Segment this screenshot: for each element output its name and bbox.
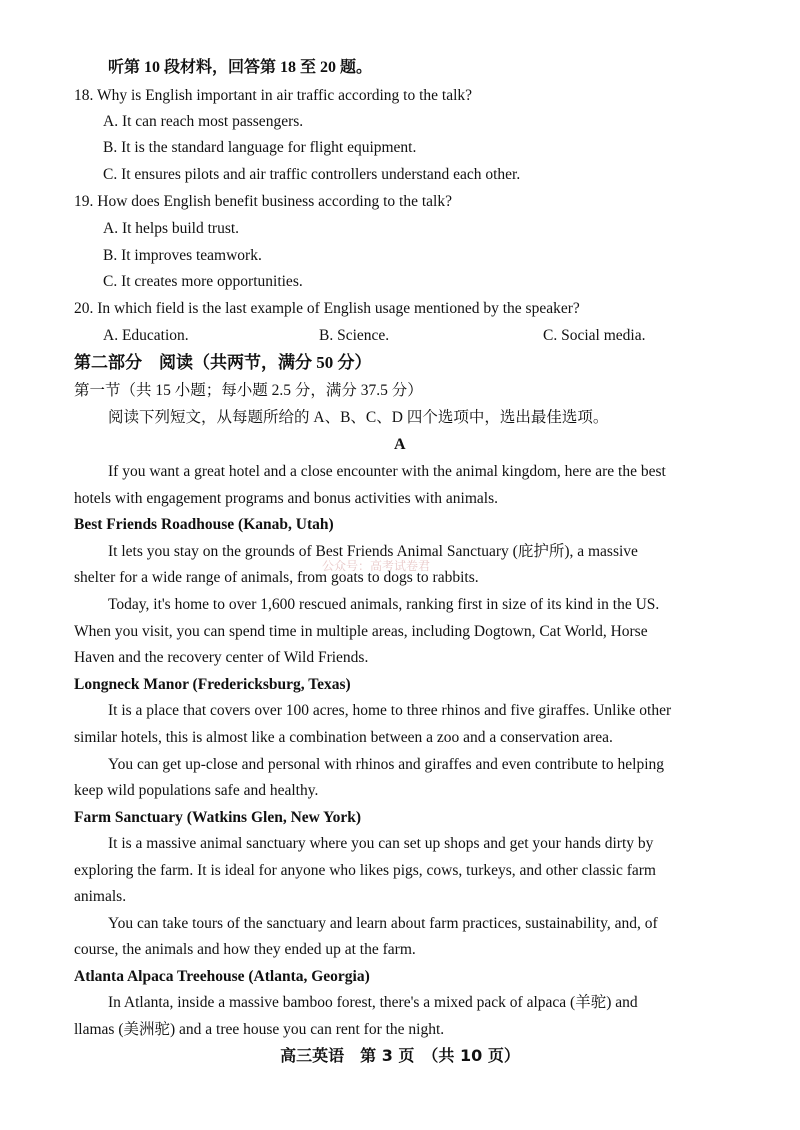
farm-p1-line-1: It is a massive animal sanctuary where you can set up shops and get your hands dirty by xyxy=(108,835,654,852)
section-title-longneck: Longneck Manor (Fredericksburg, Texas) xyxy=(74,676,351,693)
question-18-option-a: A. It can reach most passengers. xyxy=(103,113,304,130)
farm-p1-line-2: exploring the farm. It is ideal for anyone who likes pigs, cows, turkeys, and other classic farm xyxy=(74,862,656,879)
best-friends-p2-line-1: Today, it's home to over 1,600 rescued animals, ranking first in size of its kind in the US. xyxy=(108,596,660,613)
longneck-p2-line-2: keep wild populations safe and healthy. xyxy=(74,782,319,799)
listening-instruction: 听第 10 段材料，回答第 18 至 20 题。 xyxy=(108,59,373,76)
question-18-option-b: B. It is the standard language for flight equipment. xyxy=(103,139,417,156)
question-19-option-c: C. It creates more opportunities. xyxy=(103,273,303,290)
question-18-option-c: C. It ensures pilots and air traffic controllers understand each other. xyxy=(103,166,521,183)
section-title-farm: Farm Sanctuary (Watkins Glen, New York) xyxy=(74,809,362,826)
farm-p2-line-2: course, the animals and how they ended up at the farm. xyxy=(74,941,416,958)
best-friends-p1-line-2: shelter for a wide range of animals, from goats to dogs to rabbits. xyxy=(74,569,479,586)
question-20-option-c: C. Social media. xyxy=(543,327,646,344)
question-19-option-a: A. It helps build trust. xyxy=(103,220,240,237)
longneck-p1-line-1: It is a place that covers over 100 acres, home to three rhinos and five giraffes. Unlike other xyxy=(108,702,672,719)
question-19-stem: 19. How does English benefit business according to the talk? xyxy=(74,193,452,210)
farm-p1-line-3: animals. xyxy=(74,888,127,905)
longneck-p1-line-2: similar hotels, this is almost like a combination between a zoo and a conservation area. xyxy=(74,729,613,746)
best-friends-p1-line-1: It lets you stay on the grounds of Best Friends Animal Sanctuary (庇护所), a massive xyxy=(108,543,638,560)
question-20-option-b: B. Science. xyxy=(319,327,390,344)
intro-line-1: If you want a great hotel and a close encounter with the animal kingdom, here are the best xyxy=(108,463,666,480)
atlanta-p1-line-2: llamas (美洲驼) and a tree house you can rent for the night. xyxy=(74,1021,445,1038)
reading-part-title: 第二部分 阅读（共两节，满分 50 分） xyxy=(74,353,372,372)
farm-p2-line-1: You can take tours of the sanctuary and learn about farm practices, sustainability, and, of xyxy=(108,915,658,932)
intro-line-2: hotels with engagement programs and bonus activities with animals. xyxy=(74,490,499,507)
reading-instruction: 阅读下列短文，从每题所给的 A、B、C、D 四个选项中，选出最佳选项。 xyxy=(108,409,609,426)
page-footer: 高三英语 第 3 页 （共 10 页） xyxy=(280,1046,520,1065)
question-19-option-b: B. It improves teamwork. xyxy=(103,247,262,264)
atlanta-p1-line-1: In Atlanta, inside a massive bamboo forest, there's a mixed pack of alpaca (羊驼) and xyxy=(108,994,638,1011)
question-20-option-a: A. Education. xyxy=(103,327,189,344)
section-title-best-friends: Best Friends Roadhouse (Kanab, Utah) xyxy=(74,516,334,533)
watermark: 公众号：高考试卷君 xyxy=(322,559,431,573)
longneck-p2-line-1: You can get up-close and personal with rhinos and giraffes and even contribute to helping xyxy=(108,756,665,773)
reading-section-title: 第一节（共 15 小题；每小题 2.5 分，满分 37.5 分） xyxy=(74,382,423,399)
best-friends-p2-line-3: Haven and the recovery center of Wild Friends. xyxy=(74,649,369,666)
best-friends-p2-line-2: When you visit, you can spend time in multiple areas, including Dogtown, Cat World, Horse xyxy=(74,623,648,640)
section-title-atlanta: Atlanta Alpaca Treehouse (Atlanta, Georgia) xyxy=(74,968,370,985)
question-18-stem: 18. Why is English important in air traffic according to the talk? xyxy=(74,87,473,104)
passage-label: A xyxy=(394,436,406,453)
question-20-stem: 20. In which field is the last example of English usage mentioned by the speaker? xyxy=(74,300,580,317)
